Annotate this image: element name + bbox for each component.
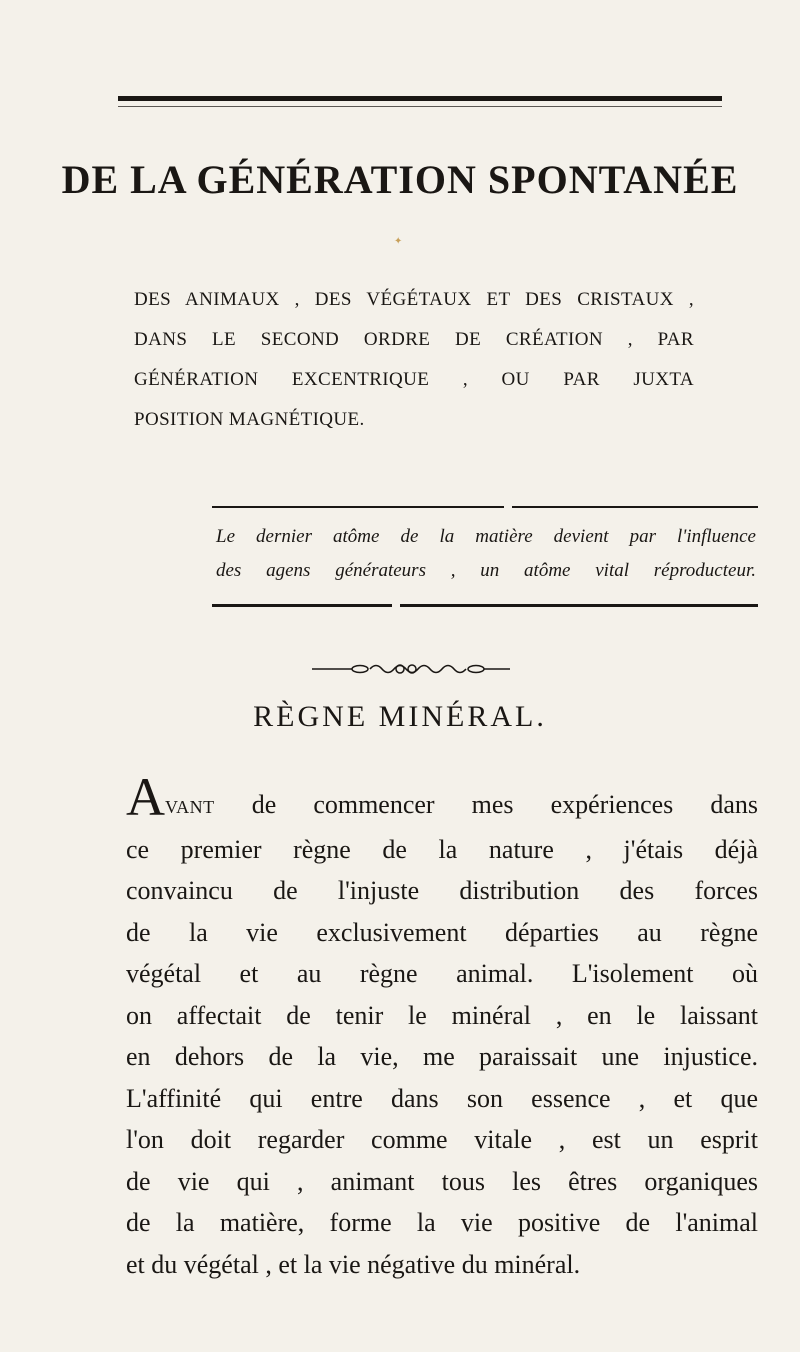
body-line: convaincu de l'injuste distribution des forces bbox=[126, 876, 758, 905]
top-rule-thin bbox=[118, 106, 722, 107]
body-line: de la vie exclusivement départies au règne bbox=[126, 917, 758, 947]
drop-cap: A bbox=[126, 767, 165, 827]
ink-speck-icon: ✦ bbox=[394, 236, 403, 247]
subtitle bbox=[134, 280, 694, 440]
body-first-line bbox=[126, 767, 758, 829]
section-heading: RÈGNE MINÉRAL. bbox=[253, 700, 547, 733]
body-line: on affectait de tenir le minéral , en le laissant bbox=[126, 1000, 758, 1030]
subtitle-line: GÉNÉRATION EXCENTRIQUE , OU PAR JUXTA bbox=[134, 369, 694, 390]
subtitle-line: DANS LE SECOND ORDRE DE CRÉATION , PAR bbox=[134, 329, 694, 350]
body-line: L'affinité qui entre dans son essence , et que bbox=[126, 1083, 758, 1113]
body-line: ce premier règne de la nature , j'étais déjà bbox=[126, 834, 758, 864]
subtitle-line: DES ANIMAUX , DES VÉGÉTAUX ET DES CRISTAUX , bbox=[134, 289, 694, 310]
body-line: de la matière, forme la vie positive de l'animal bbox=[126, 1208, 758, 1237]
epigraph-rule-top-right bbox=[512, 506, 758, 508]
body-paragraph bbox=[126, 767, 758, 1285]
body-line: et du végétal , et la vie négative du minéral. bbox=[126, 1249, 581, 1279]
body-line: en dehors de la vie, me paraissait une injustice. bbox=[126, 1042, 758, 1071]
epigraph-line: Le dernier atôme de la matière devient par l'influence bbox=[216, 526, 756, 547]
epigraph-rule-top-left bbox=[212, 506, 504, 508]
body-line: végétal et au règne animal. L'isolement où bbox=[126, 959, 758, 988]
epigraph bbox=[216, 520, 756, 588]
epigraph-line: des agens générateurs , un atôme vital réproducteur. bbox=[216, 560, 756, 581]
page-title: DE LA GÉNÉRATION SPONTANÉE bbox=[61, 157, 739, 202]
subtitle-line: POSITION MAGNÉTIQUE. bbox=[134, 409, 365, 430]
body-line: de vie qui , animant tous les êtres organiques bbox=[126, 1166, 758, 1196]
ornamental-fleuron-icon bbox=[0, 660, 800, 678]
epigraph-rule-bottom-left bbox=[212, 604, 392, 607]
first-line-text: de commencer mes expériences dans bbox=[214, 790, 758, 819]
first-word-smallcaps: VANT bbox=[165, 797, 215, 817]
body-line: l'on doit regarder comme vitale , est un esprit bbox=[126, 1125, 758, 1154]
top-rule-thick bbox=[118, 96, 722, 101]
epigraph-rule-bottom-right bbox=[400, 604, 758, 607]
